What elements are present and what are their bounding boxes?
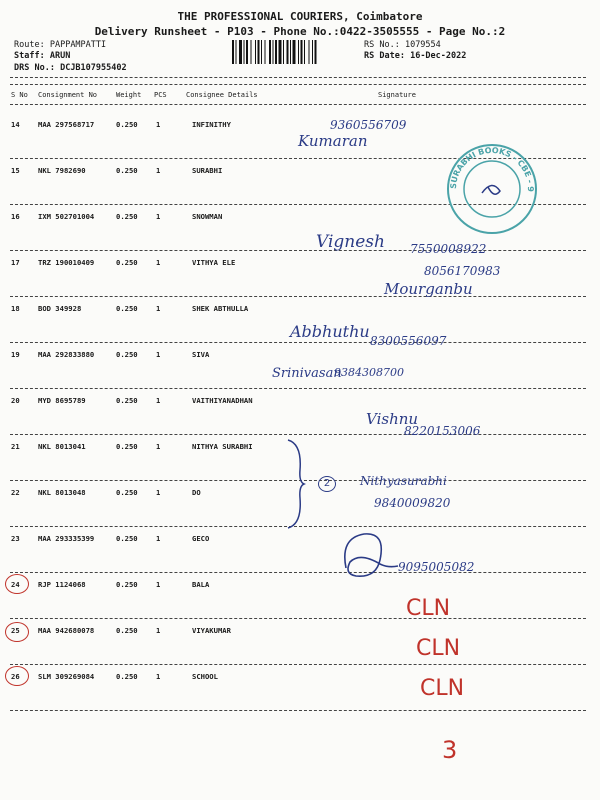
- red-circle-mark: [5, 666, 29, 686]
- col-weight: Weight: [116, 91, 142, 99]
- row-weight: 0.250: [116, 212, 138, 221]
- hw-phone: 9384308700: [334, 366, 404, 379]
- row-divider: [10, 342, 586, 343]
- row-weight: 0.250: [116, 120, 138, 129]
- row-pcs: 1: [156, 258, 161, 267]
- cln-mark: CLN: [416, 636, 461, 661]
- hw-signature: Mourganbu: [384, 280, 473, 298]
- row-weight: 0.250: [116, 350, 138, 359]
- rs-date-field: RS Date: 16-Dec-2022: [364, 51, 467, 61]
- hw-phone: 9360556709: [330, 118, 407, 132]
- row-sno: 18: [11, 304, 20, 313]
- row-sno: 17: [11, 258, 20, 267]
- row-weight: 0.250: [116, 672, 138, 681]
- hw-signature: Abbhuthu: [290, 322, 370, 341]
- row-consignee: SHEK ABTHULLA: [192, 304, 249, 313]
- row-consignee: NITHYA SURABHI: [192, 442, 253, 451]
- row-consignment: IXM 502701004: [38, 212, 95, 221]
- hw-signature: Vignesh: [316, 232, 385, 252]
- row-consignment: NKL 8013048: [38, 488, 86, 497]
- row-consignment: SLM 309269084: [38, 672, 95, 681]
- row-pcs: 1: [156, 488, 161, 497]
- row-pcs: 1: [156, 350, 161, 359]
- hw-circled-count: 2: [318, 476, 336, 492]
- divider: [10, 84, 586, 85]
- row-consignee: GECO: [192, 534, 210, 543]
- red-circle-mark: [5, 622, 29, 642]
- row-weight: 0.250: [116, 258, 138, 267]
- row-divider: [10, 434, 586, 435]
- document-title: THE PROFESSIONAL COURIERS, Coimbatore: [177, 10, 423, 23]
- row-divider: [10, 296, 586, 297]
- row-divider: [10, 664, 586, 665]
- row-consignment: MAA 293335399: [38, 534, 95, 543]
- row-sno: 15: [11, 166, 20, 175]
- staff-value: ARUN: [49, 51, 71, 61]
- drs-field: DRS No.: DCJB107955402: [14, 63, 127, 73]
- divider: [10, 104, 586, 105]
- hw-phone: 7550008922: [410, 242, 487, 256]
- row-weight: 0.250: [116, 534, 138, 543]
- cln-mark: CLN: [420, 676, 465, 701]
- row-weight: 0.250: [116, 442, 138, 451]
- hw-signature: [336, 528, 404, 584]
- row-weight: 0.250: [116, 488, 138, 497]
- hw-phone: 8220153006: [404, 424, 481, 438]
- row-consignee: BALA: [192, 580, 210, 589]
- row-pcs: 1: [156, 626, 161, 635]
- row-consignment: NKL 7982690: [38, 166, 86, 175]
- row-pcs: 1: [156, 580, 161, 589]
- row-divider: [10, 388, 586, 389]
- row-sno: 26: [11, 672, 20, 681]
- row-divider: [10, 572, 586, 573]
- hw-signature: Kumaran: [298, 132, 368, 150]
- row-sno: 25: [11, 626, 20, 635]
- stamp-text: SURABHI BOOKS - CBE - 9: [448, 145, 536, 192]
- col-pcs: PCS: [154, 91, 167, 99]
- row-weight: 0.250: [116, 396, 138, 405]
- row-consignment: MAA 297568717: [38, 120, 95, 129]
- page-mark: 3: [442, 736, 458, 764]
- row-weight: 0.250: [116, 580, 138, 589]
- row-consignee: SNOWMAN: [192, 212, 223, 221]
- company-stamp: [446, 143, 538, 235]
- row-consignee: SCHOOL: [192, 672, 218, 681]
- row-pcs: 1: [156, 166, 161, 175]
- row-pcs: 1: [156, 304, 161, 313]
- row-pcs: 1: [156, 212, 161, 221]
- staff-field: Staff: ARUN: [14, 51, 71, 61]
- row-sno: 22: [11, 488, 20, 497]
- hw-signature: Srinivasan: [272, 366, 342, 381]
- col-signature: Signature: [378, 91, 416, 99]
- row-consignment: MAA 292833880: [38, 350, 95, 359]
- row-consignment: MAA 942680078: [38, 626, 95, 635]
- barcode: [232, 40, 358, 64]
- row-consignment: MYD 8695789: [38, 396, 86, 405]
- route-value: PAPPAMPATTI: [49, 40, 107, 50]
- row-pcs: 1: [156, 442, 161, 451]
- rs-no-value: 1079554: [404, 40, 441, 50]
- rs-no-field: RS No.: 1079554: [364, 40, 441, 50]
- row-divider: [10, 618, 586, 619]
- row-pcs: 1: [156, 396, 161, 405]
- col-sno: S No: [11, 91, 28, 99]
- row-consignee: SIVA: [192, 350, 210, 359]
- col-consignee: Consignee Details: [186, 91, 258, 99]
- row-weight: 0.250: [116, 166, 138, 175]
- row-sno: 16: [11, 212, 20, 221]
- row-pcs: 1: [156, 672, 161, 681]
- row-consignee: VAITHIYANADHAN: [192, 396, 253, 405]
- row-consignee: VITHYA ELE: [192, 258, 236, 267]
- row-weight: 0.250: [116, 626, 138, 635]
- row-divider: [10, 250, 586, 251]
- bracket: [286, 438, 308, 530]
- cln-mark: CLN: [406, 596, 451, 621]
- col-consignment: Consignment No: [38, 91, 98, 99]
- hw-phone: 8056170983: [424, 264, 501, 278]
- row-consignee: VIYAKUMAR: [192, 626, 231, 635]
- row-sno: 19: [11, 350, 20, 359]
- rs-date-value: 16-Dec-2022: [410, 51, 467, 61]
- row-consignment: NKL 8013041: [38, 442, 86, 451]
- drs-value: DCJB107955402: [60, 63, 127, 73]
- row-consignment: RJP 1124068: [38, 580, 86, 589]
- row-sno: 21: [11, 442, 20, 451]
- hw-phone: 9095005082: [398, 560, 475, 574]
- route-field: Route: PAPPAMPATTI: [14, 40, 107, 50]
- row-sno: 14: [11, 120, 20, 129]
- row-consignee: INFINITHY: [192, 120, 231, 129]
- runsheet-subtitle: Delivery Runsheet - P103 - Phone No.:0422-3505555 - Page No.:2: [94, 25, 506, 38]
- row-sno: 24: [11, 580, 20, 589]
- hw-phone: 9840009820: [374, 496, 451, 510]
- hw-signature: Vishnu: [366, 410, 419, 428]
- row-pcs: 1: [156, 120, 161, 129]
- row-weight: 0.250: [116, 304, 138, 313]
- row-sno: 23: [11, 534, 20, 543]
- row-consignment: BOD 349928: [38, 304, 82, 313]
- row-consignee: SURABHI: [192, 166, 223, 175]
- row-pcs: 1: [156, 534, 161, 543]
- row-consignment: TRZ 190010409: [38, 258, 95, 267]
- red-circle-mark: [5, 574, 29, 594]
- row-sno: 20: [11, 396, 20, 405]
- hw-signature: Nithyasurabhi: [360, 474, 447, 488]
- row-consignee: DO: [192, 488, 201, 497]
- divider: [10, 77, 586, 78]
- row-divider: [10, 710, 586, 711]
- hw-phone: 8300556097: [370, 334, 447, 348]
